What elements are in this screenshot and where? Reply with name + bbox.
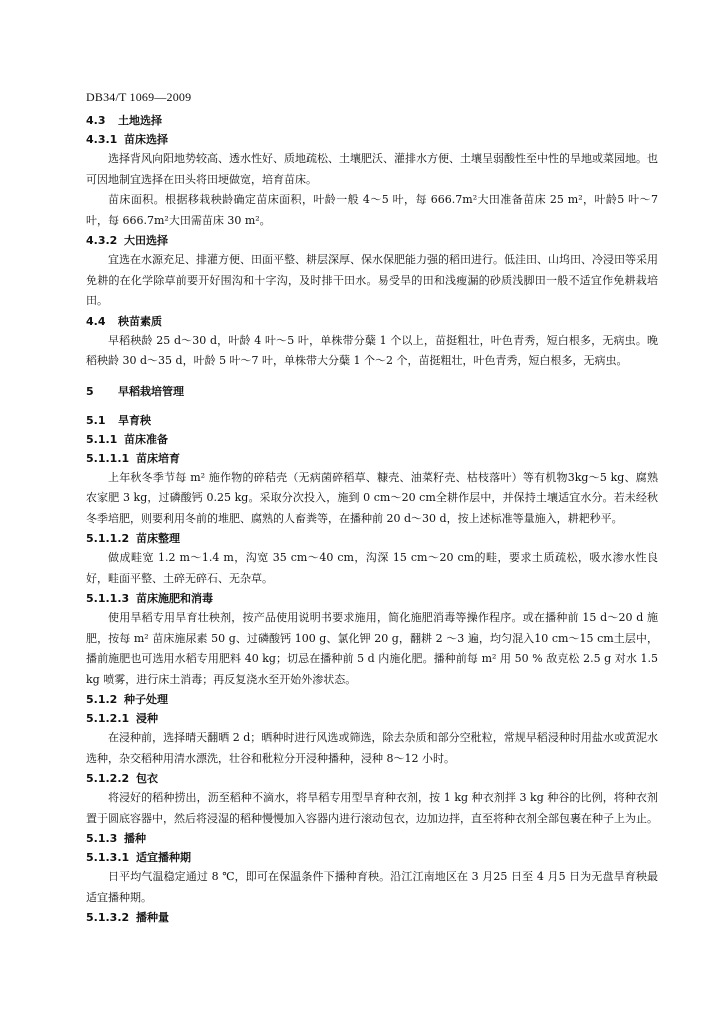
standard-code: DB34/T 1069—2009 [86, 90, 192, 104]
paragraph: 日平均气温稳定通过 8 ℃，即可在保温条件下播种育秧。沿江江南地区在 3 月25 日至 4 月5 日为无盘旱育秧最适宜播种期。 [86, 870, 658, 904]
paragraph: 上年秋冬季节每 m² 施作物的碎秸壳（无病菌碎稻草、糠壳、油菜籽壳、枯枝落叶）等有机物3kg～5 kg、腐熟农家肥 3 kg，过磷酸钙 0.25 kg。采取分次投入，施到 0 cm～20 cm全耕作层中，并保持土壤适宜水分。若未经秋冬季培肥，则要利用冬前的堆肥、腐熟的人畜粪等，在播种前 20 d～30 d，按上述标准等量施入，耕耙秒平。 [86, 470, 658, 525]
document-body [86, 111, 658, 927]
heading-4-3-2: 4.3.2 大田选择 [86, 234, 168, 247]
heading-5-1-3-1: 5.1.3.1 适宜播种期 [86, 851, 191, 864]
paragraph: 选择背风向阳地势较高、透水性好、质地疏松、土壤肥沃、灌排水方便、土壤呈弱酸性至中性的旱地或菜园地。也可因地制宜选择在田头将田埂做宽，培育苗床。 [86, 152, 658, 186]
paragraph: 苗床面积。根据移栽秧龄确定苗床面积，叶龄一般 4～5 叶，每 666.7m²大田准备苗床 25 m²，叶龄5 叶～7 叶，每 666.7m²大田需苗床 30 m²。 [86, 193, 658, 227]
heading-5-1-3-2: 5.1.3.2 播种量 [86, 911, 169, 924]
paragraph: 使用旱稻专用旱育壮秧剂，按产品使用说明书要求施用，简化施肥消毒等操作程序。或在播种前 15 d～20 d 施肥，按每 m² 苗床施尿素 50 g、过磷酸钙 100 g、氯化钾 20 g，翻耕 2 ～3 遍，均匀混入10 cm～15 cm土层中，播前施肥也可选用水稻专用肥料 40 kg；切忌在播种前 5 d 内施化肥。播种前每 m² 用 50 % 敌克松 2.5 g 对水 1.5 kg 喷雾，进行床土消毒；再反复浇水至开始外渗状态。 [86, 611, 658, 686]
heading-5-1: 5.1 旱育秧 [86, 413, 151, 427]
paragraph: 早稻秧龄 25 d～30 d，叶龄 4 叶～5 叶，单株带分蘖 1 个以上，苗挺粗壮，叶色青秀，短白根多，无病虫。晚稻秧龄 30 d～35 d，叶龄 5 叶～7 叶，单株带大分蘖 1 个～2 个，苗挺粗壮，叶色青秀，短白根多，无病虫。 [86, 333, 658, 367]
heading-5-1-1-1: 5.1.1.1 苗床培育 [86, 451, 180, 465]
paragraph: 在浸种前，选择晴天翻晒 2 d；晒种时进行风选或筛选，除去杂质和部分空秕粒，常规早稻浸种时用盐水或黄泥水选种，杂交稻种用清水漂洗，壮谷和秕粒分开浸种播种，浸种 8～12 小时。 [86, 731, 658, 765]
heading-4-3-1: 4.3.1 苗床选择 [86, 133, 168, 146]
heading-5-1-1-3: 5.1.1.3 苗床施肥和消毒 [86, 592, 213, 605]
paragraph: 宜选在水源充足、排灌方便、田面平整、耕层深厚、保水保肥能力强的稻田进行。低洼田、山坞田、冷浸田等采用免耕的在化学除草前要开好围沟和十字沟，及时排干田水。易受旱的田和浅瘦漏的砂质浅脚田一般不适宜作免耕栽培田。 [86, 253, 658, 307]
heading-5-1-2: 5.1.2 种子处理 [86, 693, 168, 706]
heading-5: 5 早稻栽培管理 [86, 384, 184, 398]
heading-5-1-2-1: 5.1.2.1 浸种 [86, 712, 158, 725]
heading-5-1-3: 5.1.3 播种 [86, 832, 146, 845]
heading-4-4: 4.4 秧苗素质 [86, 314, 162, 328]
heading-5-1-2-2: 5.1.2.2 包衣 [86, 772, 158, 785]
heading-5-1-1: 5.1.1 苗床准备 [86, 432, 168, 446]
heading-5-1-1-2: 5.1.1.2 苗床整理 [86, 532, 180, 545]
paragraph: 做成畦宽 1.2 m～1.4 m，沟宽 35 cm～40 cm，沟深 15 cm～20 cm的畦，要求土质疏松，吸水渗水性良好，畦面平整、土碎无碎石、无杂草。 [86, 551, 658, 585]
paragraph: 将浸好的稻种捞出，沥至稻种不滴水，将旱稻专用型旱育种衣剂，按 1 kg 种衣剂拌 3 kg 种谷的比例，将种衣剂置于圆底容器中，然后将浸湿的稻种慢慢加入容器内进行滚动包衣，边加边拌，直至将种衣剂全部包裹在种子上为止。 [86, 791, 658, 825]
heading-4-3: 4.3 土地选择 [86, 114, 162, 127]
